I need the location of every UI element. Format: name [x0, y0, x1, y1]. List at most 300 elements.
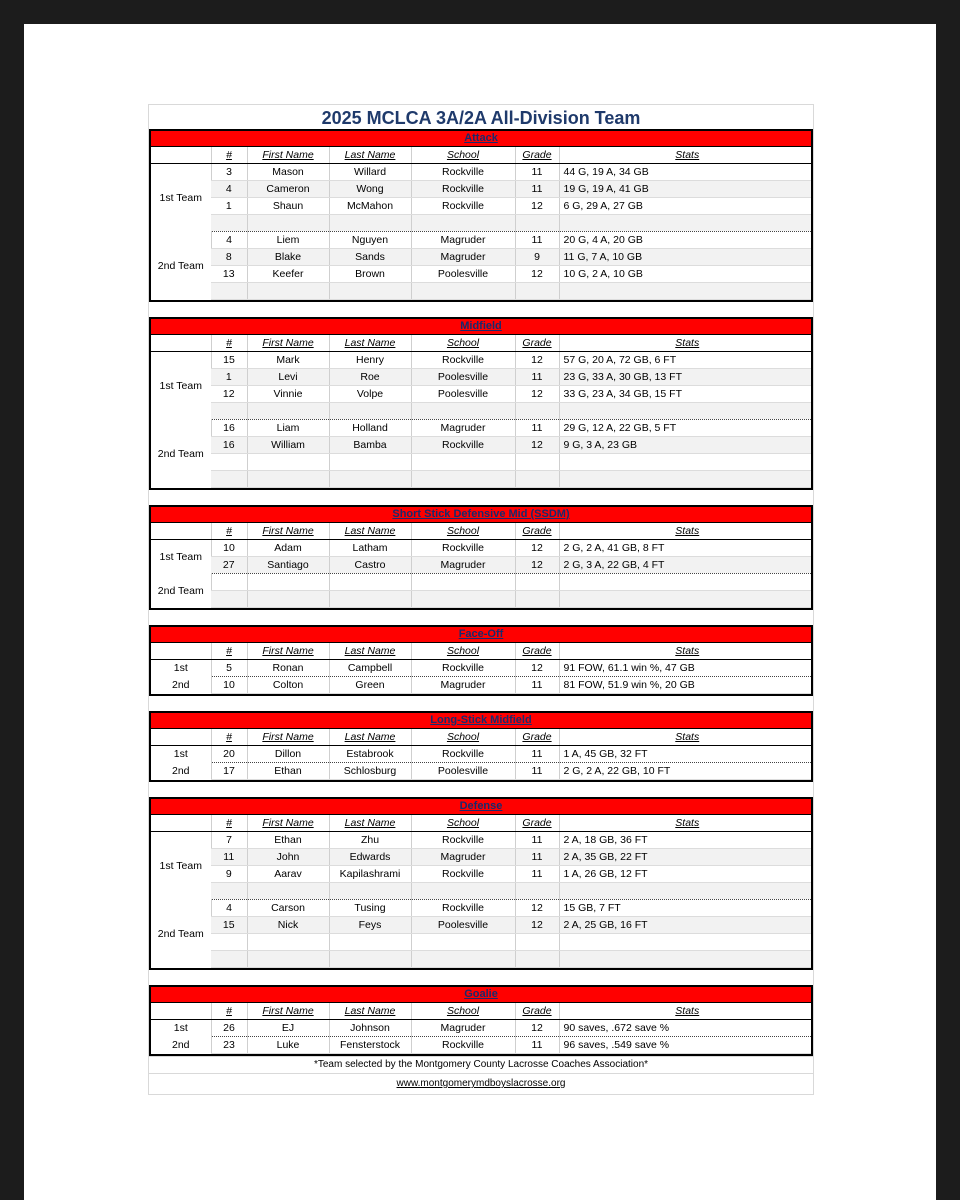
first-name-cell: Cameron — [247, 181, 329, 198]
last-name-cell: Henry — [329, 352, 411, 369]
table-row — [151, 403, 811, 420]
number-cell — [211, 883, 247, 900]
column-header: First Name — [247, 1003, 329, 1020]
table-row — [151, 266, 811, 283]
grade-cell: 12 — [515, 437, 559, 454]
first-name-cell: Ethan — [247, 832, 329, 849]
first-name-cell: Blake — [247, 249, 329, 266]
last-name-cell — [329, 471, 411, 488]
column-header: First Name — [247, 523, 329, 540]
school-cell: Rockville — [411, 900, 515, 917]
section-gap — [149, 610, 813, 625]
team-label: 2nd — [151, 763, 211, 780]
section-header: Short Stick Defensive Mid (SSDM) — [151, 507, 811, 523]
stats-cell — [559, 934, 811, 951]
table-row — [151, 540, 811, 557]
section-header: Defense — [151, 799, 811, 815]
team-label: 2nd — [151, 677, 211, 694]
grade-cell: 11 — [515, 181, 559, 198]
last-name-cell — [329, 283, 411, 300]
page-title: 2025 MCLCA 3A/2A All-Division Team — [321, 108, 641, 128]
grade-cell: 11 — [515, 746, 559, 763]
number-cell: 20 — [211, 746, 247, 763]
section-gap — [149, 696, 813, 711]
last-name-cell — [329, 883, 411, 900]
stats-cell: 57 G, 20 A, 72 GB, 6 FT — [559, 352, 811, 369]
first-name-cell: Liam — [247, 420, 329, 437]
footer-note: *Team selected by the Montgomery County Lacrosse Coaches Association* — [149, 1056, 813, 1073]
stats-cell — [559, 951, 811, 968]
team-label: 2nd Team — [151, 900, 211, 968]
number-cell — [211, 591, 247, 608]
number-cell — [211, 403, 247, 420]
table-row — [151, 574, 811, 591]
stats-cell: 10 G, 2 A, 10 GB — [559, 266, 811, 283]
team-label: 1st Team — [151, 164, 211, 232]
column-header: Stats — [559, 147, 811, 164]
grade-cell — [515, 574, 559, 591]
roster-table — [151, 729, 811, 780]
first-name-cell: Keefer — [247, 266, 329, 283]
column-header: School — [411, 729, 515, 746]
table-row — [151, 437, 811, 454]
first-name-cell — [247, 883, 329, 900]
school-cell: Rockville — [411, 746, 515, 763]
school-cell — [411, 454, 515, 471]
column-header: Grade — [515, 523, 559, 540]
column-header: Last Name — [329, 335, 411, 352]
grade-cell: 12 — [515, 900, 559, 917]
column-header: # — [211, 523, 247, 540]
number-cell: 16 — [211, 420, 247, 437]
column-header: School — [411, 1003, 515, 1020]
table-row — [151, 386, 811, 403]
first-name-cell — [247, 471, 329, 488]
column-header: First Name — [247, 643, 329, 660]
last-name-cell: Johnson — [329, 1020, 411, 1037]
team-label: 1st Team — [151, 540, 211, 574]
grade-cell: 12 — [515, 540, 559, 557]
number-cell — [211, 471, 247, 488]
stats-cell — [559, 471, 811, 488]
table-row — [151, 849, 811, 866]
number-cell: 4 — [211, 232, 247, 249]
last-name-cell: Schlosburg — [329, 763, 411, 780]
first-name-cell: Dillon — [247, 746, 329, 763]
stats-cell: 11 G, 7 A, 10 GB — [559, 249, 811, 266]
grade-cell: 11 — [515, 677, 559, 694]
header-blank — [151, 335, 211, 352]
roster-table — [151, 147, 811, 300]
table-row — [151, 420, 811, 437]
first-name-cell: Levi — [247, 369, 329, 386]
first-name-cell — [247, 283, 329, 300]
school-cell — [411, 883, 515, 900]
grade-cell — [515, 934, 559, 951]
roster-table — [151, 643, 811, 694]
column-header: Grade — [515, 335, 559, 352]
school-cell: Rockville — [411, 832, 515, 849]
stats-cell: 1 A, 26 GB, 12 FT — [559, 866, 811, 883]
first-name-cell — [247, 591, 329, 608]
stats-cell: 81 FOW, 51.9 win %, 20 GB — [559, 677, 811, 694]
team-label: 2nd Team — [151, 420, 211, 488]
number-cell: 15 — [211, 352, 247, 369]
number-cell: 4 — [211, 181, 247, 198]
last-name-cell — [329, 951, 411, 968]
section-attack — [149, 129, 813, 302]
number-cell: 9 — [211, 866, 247, 883]
school-cell: Magruder — [411, 557, 515, 574]
column-header: First Name — [247, 729, 329, 746]
column-header: School — [411, 335, 515, 352]
stats-cell: 1 A, 45 GB, 32 FT — [559, 746, 811, 763]
number-cell — [211, 215, 247, 232]
stats-cell: 2 G, 2 A, 41 GB, 8 FT — [559, 540, 811, 557]
first-name-cell: Aarav — [247, 866, 329, 883]
table-row — [151, 454, 811, 471]
last-name-cell: Tusing — [329, 900, 411, 917]
last-name-cell: Brown — [329, 266, 411, 283]
table-row — [151, 164, 811, 181]
school-cell — [411, 283, 515, 300]
stats-cell — [559, 574, 811, 591]
last-name-cell: Volpe — [329, 386, 411, 403]
roster-table — [151, 335, 811, 488]
grade-cell — [515, 403, 559, 420]
column-header: Grade — [515, 147, 559, 164]
header-blank — [151, 815, 211, 832]
table-row — [151, 677, 811, 694]
roster-table — [151, 523, 811, 608]
school-cell: Poolesville — [411, 917, 515, 934]
school-cell: Rockville — [411, 198, 515, 215]
grade-cell — [515, 215, 559, 232]
grade-cell: 12 — [515, 1020, 559, 1037]
stats-cell — [559, 403, 811, 420]
section-header: Attack — [151, 131, 811, 147]
grade-cell: 11 — [515, 232, 559, 249]
last-name-cell — [329, 591, 411, 608]
school-cell: Magruder — [411, 1020, 515, 1037]
first-name-cell: Colton — [247, 677, 329, 694]
number-cell: 27 — [211, 557, 247, 574]
column-header: First Name — [247, 815, 329, 832]
last-name-cell: Fensterstock — [329, 1037, 411, 1054]
first-name-cell: Liem — [247, 232, 329, 249]
column-header: # — [211, 729, 247, 746]
table-row — [151, 1020, 811, 1037]
stats-cell: 2 A, 18 GB, 36 FT — [559, 832, 811, 849]
stats-cell: 23 G, 33 A, 30 GB, 13 FT — [559, 369, 811, 386]
column-header: Stats — [559, 335, 811, 352]
column-header: # — [211, 815, 247, 832]
school-cell: Magruder — [411, 849, 515, 866]
table-row — [151, 763, 811, 780]
table-row — [151, 198, 811, 215]
column-header: Grade — [515, 729, 559, 746]
last-name-cell: Sands — [329, 249, 411, 266]
column-header: Stats — [559, 815, 811, 832]
grade-cell — [515, 883, 559, 900]
grade-cell: 12 — [515, 917, 559, 934]
school-cell: Magruder — [411, 232, 515, 249]
section-long-stick-midfield — [149, 711, 813, 782]
school-cell: Rockville — [411, 540, 515, 557]
column-header: Last Name — [329, 643, 411, 660]
first-name-cell: Nick — [247, 917, 329, 934]
first-name-cell: Luke — [247, 1037, 329, 1054]
number-cell: 16 — [211, 437, 247, 454]
grade-cell: 11 — [515, 369, 559, 386]
last-name-cell: Feys — [329, 917, 411, 934]
column-header: First Name — [247, 147, 329, 164]
first-name-cell: EJ — [247, 1020, 329, 1037]
number-cell: 17 — [211, 763, 247, 780]
first-name-cell: Ronan — [247, 660, 329, 677]
roster-table — [151, 815, 811, 968]
section-gap — [149, 490, 813, 505]
grade-cell: 12 — [515, 557, 559, 574]
number-cell: 15 — [211, 917, 247, 934]
table-row — [151, 866, 811, 883]
header-blank — [151, 729, 211, 746]
grade-cell: 11 — [515, 849, 559, 866]
section-gap — [149, 302, 813, 317]
stats-cell: 15 GB, 7 FT — [559, 900, 811, 917]
last-name-cell — [329, 403, 411, 420]
last-name-cell: Zhu — [329, 832, 411, 849]
last-name-cell: Estabrook — [329, 746, 411, 763]
school-cell: Magruder — [411, 249, 515, 266]
column-header: Last Name — [329, 815, 411, 832]
section-short-stick-defensive-mid-ssdm — [149, 505, 813, 610]
last-name-cell: Nguyen — [329, 232, 411, 249]
number-cell: 12 — [211, 386, 247, 403]
column-header: School — [411, 523, 515, 540]
number-cell: 1 — [211, 198, 247, 215]
table-row — [151, 181, 811, 198]
grade-cell: 9 — [515, 249, 559, 266]
grade-cell — [515, 283, 559, 300]
school-cell: Rockville — [411, 352, 515, 369]
school-cell: Magruder — [411, 420, 515, 437]
column-header: Stats — [559, 729, 811, 746]
first-name-cell: Santiago — [247, 557, 329, 574]
number-cell: 1 — [211, 369, 247, 386]
number-cell: 26 — [211, 1020, 247, 1037]
column-header: Last Name — [329, 729, 411, 746]
all-division-sheet — [148, 104, 814, 1095]
school-cell: Poolesville — [411, 266, 515, 283]
grade-cell: 11 — [515, 164, 559, 181]
stats-cell: 6 G, 29 A, 27 GB — [559, 198, 811, 215]
team-label: 1st — [151, 1020, 211, 1037]
grade-cell — [515, 454, 559, 471]
last-name-cell: Edwards — [329, 849, 411, 866]
team-label: 2nd Team — [151, 232, 211, 300]
column-header: Stats — [559, 643, 811, 660]
last-name-cell: Green — [329, 677, 411, 694]
column-header: Last Name — [329, 523, 411, 540]
stats-cell: 2 G, 2 A, 22 GB, 10 FT — [559, 763, 811, 780]
section-goalie — [149, 985, 813, 1056]
table-row — [151, 471, 811, 488]
team-label: 2nd — [151, 1037, 211, 1054]
grade-cell: 12 — [515, 266, 559, 283]
number-cell — [211, 934, 247, 951]
school-cell — [411, 574, 515, 591]
roster-table — [151, 1003, 811, 1054]
school-cell: Poolesville — [411, 369, 515, 386]
last-name-cell — [329, 574, 411, 591]
section-header: Midfield — [151, 319, 811, 335]
table-row — [151, 591, 811, 608]
document-page — [24, 24, 936, 1200]
school-cell — [411, 403, 515, 420]
first-name-cell — [247, 951, 329, 968]
number-cell: 3 — [211, 164, 247, 181]
stats-cell — [559, 591, 811, 608]
first-name-cell: John — [247, 849, 329, 866]
grade-cell: 11 — [515, 1037, 559, 1054]
first-name-cell: Mason — [247, 164, 329, 181]
first-name-cell: Adam — [247, 540, 329, 557]
table-row — [151, 951, 811, 968]
header-blank — [151, 1003, 211, 1020]
grade-cell — [515, 591, 559, 608]
number-cell: 23 — [211, 1037, 247, 1054]
school-cell — [411, 934, 515, 951]
school-cell — [411, 951, 515, 968]
column-header: # — [211, 335, 247, 352]
school-cell: Rockville — [411, 437, 515, 454]
table-row — [151, 232, 811, 249]
team-label: 1st — [151, 746, 211, 763]
column-header: Last Name — [329, 147, 411, 164]
team-label: 1st Team — [151, 832, 211, 900]
last-name-cell: Holland — [329, 420, 411, 437]
number-cell — [211, 574, 247, 591]
column-header: # — [211, 1003, 247, 1020]
number-cell: 13 — [211, 266, 247, 283]
table-row — [151, 215, 811, 232]
number-cell — [211, 283, 247, 300]
table-row — [151, 283, 811, 300]
last-name-cell — [329, 454, 411, 471]
team-label: 1st — [151, 660, 211, 677]
section-midfield — [149, 317, 813, 490]
table-row — [151, 369, 811, 386]
grade-cell: 11 — [515, 832, 559, 849]
school-cell — [411, 471, 515, 488]
grade-cell — [515, 471, 559, 488]
first-name-cell: Vinnie — [247, 386, 329, 403]
number-cell — [211, 951, 247, 968]
first-name-cell: William — [247, 437, 329, 454]
stats-cell — [559, 283, 811, 300]
stats-cell: 2 A, 35 GB, 22 FT — [559, 849, 811, 866]
last-name-cell: Kapilashrami — [329, 866, 411, 883]
number-cell: 11 — [211, 849, 247, 866]
stats-cell: 33 G, 23 A, 34 GB, 15 FT — [559, 386, 811, 403]
school-cell: Poolesville — [411, 386, 515, 403]
column-header: Grade — [515, 643, 559, 660]
header-blank — [151, 523, 211, 540]
footer-link[interactable]: www.montgomerymdboyslacrosse.org — [149, 1073, 813, 1094]
stats-cell — [559, 454, 811, 471]
table-row — [151, 1037, 811, 1054]
stats-cell: 96 saves, .549 save % — [559, 1037, 811, 1054]
school-cell — [411, 215, 515, 232]
school-cell: Rockville — [411, 164, 515, 181]
header-blank — [151, 643, 211, 660]
school-cell: Magruder — [411, 677, 515, 694]
first-name-cell — [247, 574, 329, 591]
table-row — [151, 249, 811, 266]
table-row — [151, 832, 811, 849]
number-cell: 5 — [211, 660, 247, 677]
section-header: Goalie — [151, 987, 811, 1003]
school-cell — [411, 591, 515, 608]
last-name-cell: McMahon — [329, 198, 411, 215]
column-header: First Name — [247, 335, 329, 352]
column-header: # — [211, 643, 247, 660]
last-name-cell: Roe — [329, 369, 411, 386]
table-row — [151, 934, 811, 951]
sections-container — [149, 129, 813, 1056]
table-row — [151, 557, 811, 574]
stats-cell: 91 FOW, 61.1 win %, 47 GB — [559, 660, 811, 677]
school-cell: Rockville — [411, 1037, 515, 1054]
stats-cell — [559, 883, 811, 900]
table-row — [151, 917, 811, 934]
school-cell: Rockville — [411, 181, 515, 198]
table-row — [151, 900, 811, 917]
school-cell: Rockville — [411, 866, 515, 883]
section-gap — [149, 782, 813, 797]
stats-cell: 20 G, 4 A, 20 GB — [559, 232, 811, 249]
school-cell: Poolesville — [411, 763, 515, 780]
stats-cell — [559, 215, 811, 232]
last-name-cell: Latham — [329, 540, 411, 557]
stats-cell: 29 G, 12 A, 22 GB, 5 FT — [559, 420, 811, 437]
grade-cell: 12 — [515, 386, 559, 403]
column-header: School — [411, 643, 515, 660]
grade-cell: 11 — [515, 866, 559, 883]
column-header: School — [411, 147, 515, 164]
grade-cell: 12 — [515, 352, 559, 369]
header-blank — [151, 147, 211, 164]
section-header: Face-Off — [151, 627, 811, 643]
section-header: Long-Stick Midfield — [151, 713, 811, 729]
column-header: Grade — [515, 815, 559, 832]
last-name-cell: Willard — [329, 164, 411, 181]
last-name-cell — [329, 215, 411, 232]
section-gap — [149, 970, 813, 985]
stats-cell: 44 G, 19 A, 34 GB — [559, 164, 811, 181]
table-row — [151, 746, 811, 763]
school-cell: Rockville — [411, 660, 515, 677]
section-face-off — [149, 625, 813, 696]
column-header: Grade — [515, 1003, 559, 1020]
column-header: Stats — [559, 523, 811, 540]
last-name-cell: Castro — [329, 557, 411, 574]
table-row — [151, 660, 811, 677]
stats-cell: 2 G, 3 A, 22 GB, 4 FT — [559, 557, 811, 574]
last-name-cell: Campbell — [329, 660, 411, 677]
first-name-cell — [247, 454, 329, 471]
